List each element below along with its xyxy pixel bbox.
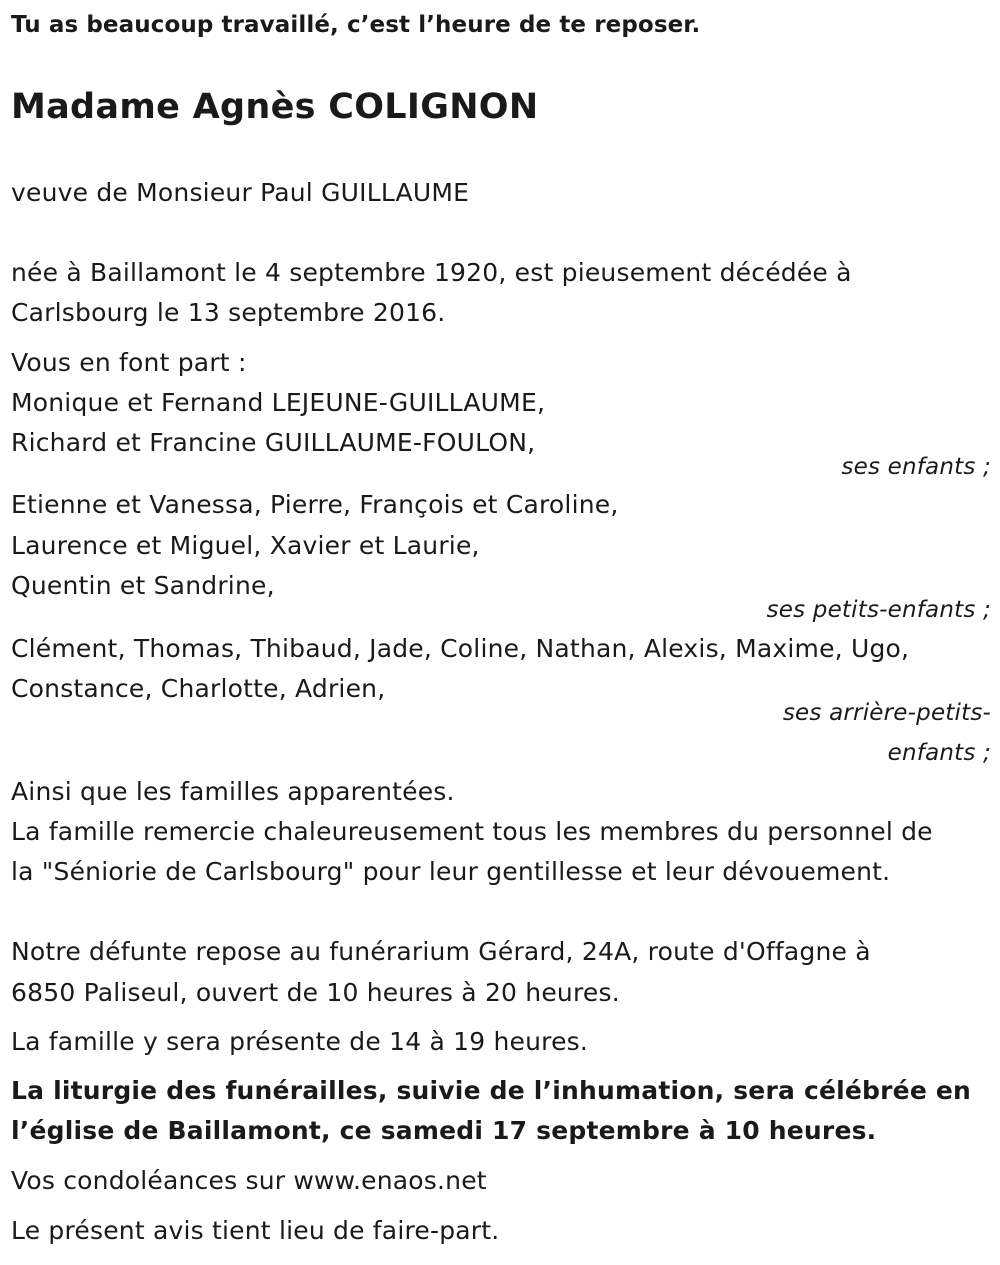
child-line: Monique et Fernand LEJEUNE-GUILLAUME, <box>11 388 546 417</box>
announce: Vous en font part : <box>11 348 247 377</box>
grandchild-line: Laurence et Miguel, Xavier et Laurie, <box>11 531 480 560</box>
families: Ainsi que les familles apparentées. <box>11 777 455 806</box>
great-grandchildren-label-line-2: enfants ; <box>887 740 991 766</box>
child-line: Richard et Francine GUILLAUME-FOULON, <box>11 428 536 457</box>
widow-of: veuve de Monsieur Paul GUILLAUME <box>11 178 470 207</box>
birth-death-line-1: née à Baillamont le 4 septembre 1920, est pieusement décédée à <box>11 258 852 287</box>
family-presence: La famille y sera présente de 14 à 19 heures. <box>11 1027 589 1056</box>
condolences: Vos condoléances sur www.enaos.net <box>11 1166 487 1195</box>
children-label: ses enfants ; <box>841 454 991 480</box>
great-grandchild-line: Constance, Charlotte, Adrien, <box>11 674 386 703</box>
liturgy-line-1: La liturgie des funérailles, suivie de l’inhumation, sera célébrée en <box>11 1076 972 1105</box>
funeral-home-line-2: 6850 Paliseul, ouvert de 10 heures à 20 heures. <box>11 978 620 1007</box>
closing: Le présent avis tient lieu de faire-part. <box>11 1216 500 1245</box>
great-grandchild-line: Clément, Thomas, Thibaud, Jade, Coline, Nathan, Alexis, Maxime, Ugo, <box>11 634 910 663</box>
grandchild-line: Etienne et Vanessa, Pierre, François et Caroline, <box>11 490 619 519</box>
grandchildren-label: ses petits-enfants ; <box>766 597 991 623</box>
thanks-line-2: la "Séniorie de Carlsbourg" pour leur gentillesse et leur dévouement. <box>11 857 891 886</box>
deceased-name: Madame Agnès COLIGNON <box>11 87 539 127</box>
birth-death-line-2: Carlsbourg le 13 septembre 2016. <box>11 298 446 327</box>
intro-quote: Tu as beaucoup travaillé, c’est l’heure de te reposer. <box>11 12 701 38</box>
thanks-line-1: La famille remercie chaleureusement tous les membres du personnel de <box>11 817 933 846</box>
grandchild-line: Quentin et Sandrine, <box>11 571 275 600</box>
great-grandchildren-label-line-1: ses arrière-petits- <box>782 700 991 726</box>
liturgy-line-2: l’église de Baillamont, ce samedi 17 septembre à 10 heures. <box>11 1116 877 1145</box>
funeral-home-line-1: Notre défunte repose au funérarium Gérard, 24A, route d'Offagne à <box>11 937 871 966</box>
